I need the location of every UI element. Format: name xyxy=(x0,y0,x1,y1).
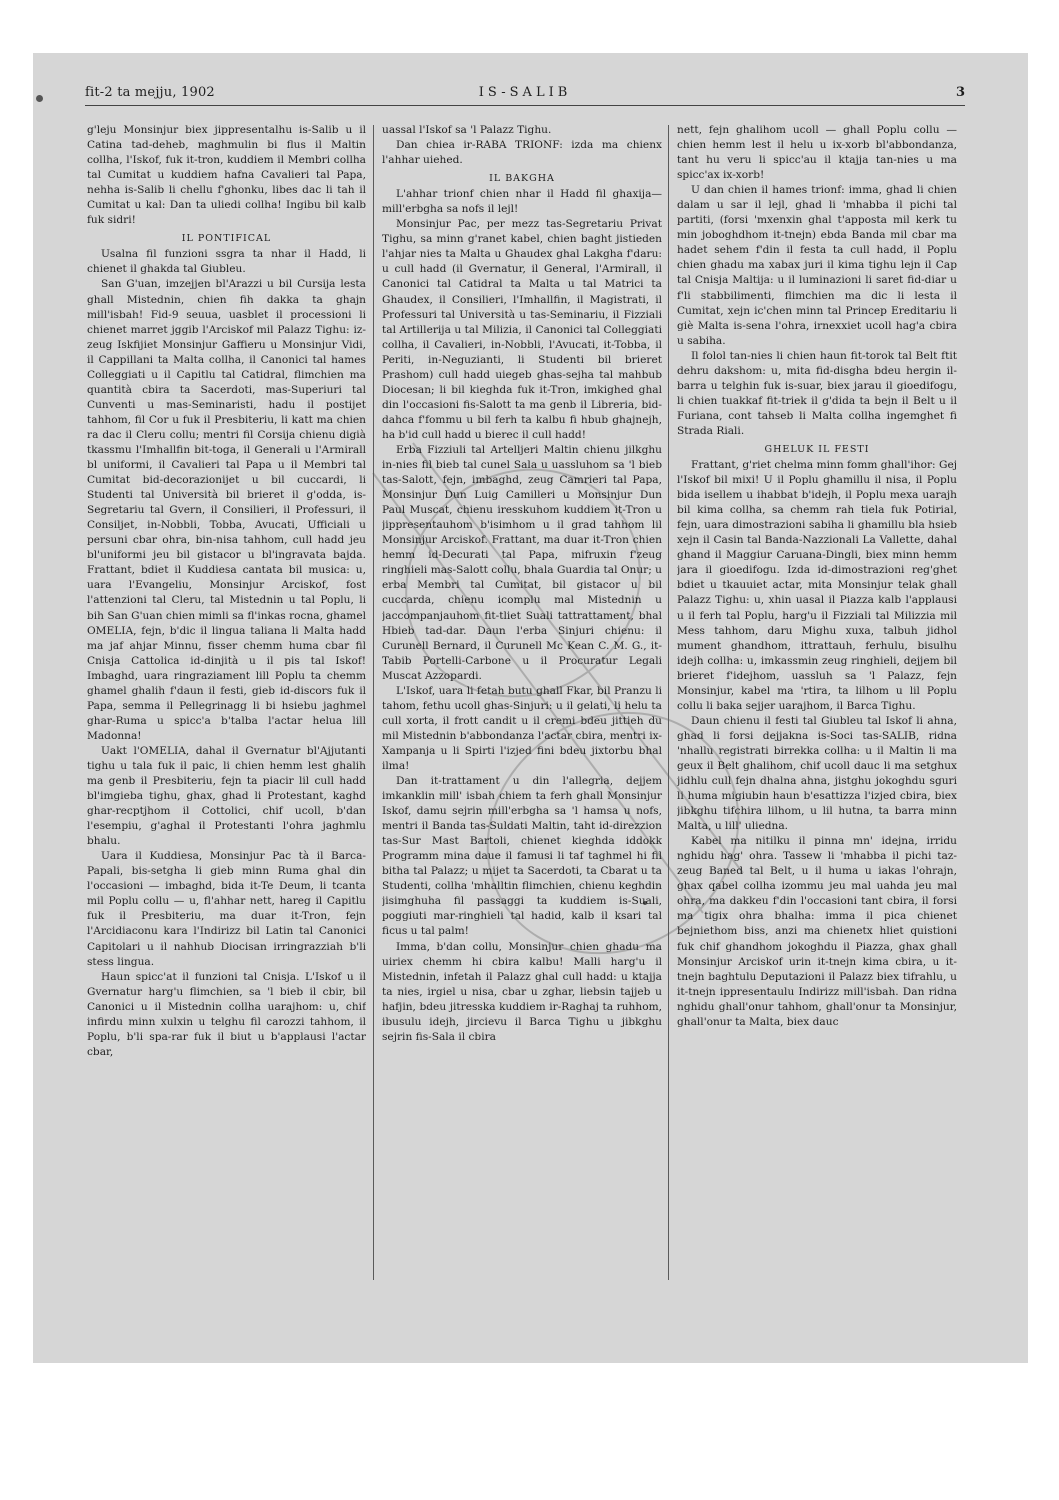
column-3 xyxy=(677,123,957,1283)
paragraph: Imma, b'dan collu, Monsinjur chien ghadu ma uiriex chemm hi cbira kalbu! Malli harg'u il Mistednin, infetah il Palazz ghal cull hadd: u ktajja ta nies, irgiel u nisa, cbar u zghar, liebsin tajjeb u hafjin, bdeu jitresska kuddiem ir-Raghaj ta ruhhom, ibusulu idejh, jircievu il Barca Tighu u jibkghu sejrin fis-Sala il cbira xyxy=(382,940,662,1043)
paragraph: L'ahhar trionf chien nhar il Hadd fil ghaxija— mill'erbgha sa nofs il lejl! xyxy=(382,188,662,216)
paragraph: Dan chiea ir-RABA TRIONF: izda ma chienx l'ahhar uiehed. xyxy=(382,139,662,167)
ink-spot xyxy=(36,95,43,102)
header-divider xyxy=(85,105,965,106)
paragraph: San G'uan, imzejjen bl'Arazzi u bil Cursija lesta ghall Mistednin, chien fih dakka ta ghajn mill'isbah! Fid-9 seuua, uasblet il processioni li chienet marret jggib l'Arciskof mil Palazz Tighu: iz-zeug Iskfijiet Monsinjur Gaffieru u Monsinjur Vidi, il Cappillani ta Malta collha, il Canonici tal hames Colleggiati u il Capitlu tal Catidral, flimchien ma quantità cbira ta Sacerdoti, mas-Superiuri tal Cunventi u mas-Seminaristi, hadu il postijet tahhom, fil Cor u fuk il Presbiteriu, li katt ma chien ra dac il Cleru collu; mentri fil Corsija chienu digià tkassmu l'Imhallfin bit-toga, il Generali u l'Armirall bl uniformi, il Cavalieri tal Papa u il Membri tal Cumitat bid-decorazionijet u bil cuccardi, li Studenti tal Università bil brieret il g'odda, is-Segretariu tal Gvern, il Consilieri, il Professuri, il Consiljet, in-Nobbli, Tobba, Avucati, Ufficiali u persuni cbar ohra, bin-nisa tahhom, cull hadd jeu bl'uniformi jeu bil gistacor u bl'ingravata bajda. Frattant, bdiet il Kuddiesa cantata bil musica: u, uara l'Evangeliu, Monsinjur Arciskof, fost l'attenzioni tal Cleru, tal Mistednin u tal Poplu, li bih San G'uan chien mimli sa fl'inkas rocna, ghamel OMELIA, fejn, b'dic il lingua taliana li Malta hadd ma jaf ahjar Minnu, fisser chemm huma cbar fil Cnisja Cattolica id-dinjità u il pis tal Iskof! Imbaghd, uara ringraziament lill Poplu ta chemm ghamel ghalih f'daun il festi, gieb id-discors fuk il Papa, semma il Pellegrinagg li bi hsiebu jaghmel ghar-Ruma u spicc'a b'talba l'actar helua lill Madonna! xyxy=(87,278,366,742)
paragraph: U dan chien il hames trionf: imma, ghad li chien dalam u sar il lejl, ghad li 'mhabba il pichi tal partiti, (forsi 'mxenxin ghal t'apposta mil kerk tu min joboghdhom it-tnejn) ebda Banda mil cbar ma hadet sehem f'din il festa ta cull hadd, il Poplu chien ghadu ma xabax juri il kima tighu lejn il Cap tal Cnisja Maltija: u il luminazioni li saret fid-diar u f'li stabbilimenti, flimchien ma dic li lesta il Cumitat, xejn ic'chen minn tal Princep Ereditariu li giè Malta is-sena l'ohra, irnexxiet ucoll hag'a cbira u sabiha. xyxy=(677,184,957,347)
column-2 xyxy=(382,123,662,1283)
paragraph: Uara il Kuddiesa, Monsinjur Pac tà il Barca-Papali, bis-setgha li gieb minn Ruma ghal din l'occasioni — imbaghd, bida it-Te Deum, li tcanta mil Poplu collu — u, fl'ahhar nett, hareg il Capitlu fuk il Presbiteriu, ma duar it-Tron, fejn l'Arcidiaconu kara l'Indirizz bil Latin tal Canonici Capitolari u il nahhub Diocisan irringrazziah b'li stess lingua. xyxy=(87,850,366,968)
page-number: 3 xyxy=(955,85,965,100)
paragraph: nett, fejn ghalihom ucoll — ghall Poplu collu — chien hemm lest il helu u ix-xorb bl'abbondanza, tant hu veru li spicc'au il ktajja tan-nies u ma spicc'ax ix-xorb! xyxy=(677,124,957,182)
section-heading: GHELUK IL FESTI xyxy=(764,443,870,455)
paragraph: Kabel ma nitilku il pinna mn' idejna, irridu nghidu hag' ohra. Tassew li 'mhabba il pichi taz-zeug Baned tal Belt, u il huma u iakas l'ohrajn, ghax qabel collha izommu jeu mal uahda jeu mal ohra, ma dakkeu f'din l'occasioni tant cbira, il forsi ma tigix ohra bhalha: imma il pica chienet bejniethom biss, anzi ma chienetx hliet quistioni fuk chif ghandhom jokoghdu il Piazza, ghax ghall Monsinjur Arciskof urin it-tnejn kima cbira, u it-tnejn baghtulu Deputazioni il Palazz biex tifrahlu, u it-tnejn ippresentaulu Indirizz mill'isbah. Dan ridna nghidu ghall'onur tahhom, ghall'onur ta Monsinjur, ghall'onur ta Malta, biex dauc xyxy=(677,835,957,1028)
paragraph: Monsinjur Pac, per mezz tas-Segretariu Privat Tighu, sa minn g'ranet kabel, chien baght jistieden l'ahjar nies ta Malta u Ghaudex ghal Lakgha f'daru: u cull hadd (il Gvernatur, il General, l'Armirall, il Canonici tal Catidral ta Malta u tal Matrici ta Ghaudex, il Consilieri, l'Imhallfin, il Magistrati, il Professuri tal Università u tas-Seminariu, il Fizziali tal Artillerija u tal Milizia, il Canonici tal Colleggiati collha, il Cavalieri, in-Nobbli, l'Avucati, it-Tobba, il Periti, in-Neguzianti, li Studenti bil brieret Prashom) cull hadd uiegeb ghas-sejha tal mahbub Diocesan; li bil kieghda fuk it-Tron, imkighed ghal din l'occasioni fis-Salott ta ma genb il Libreria, bid-dahca f'fommu u bil ferh ta kalbu fi hbub ghajnejh, ha b'id cull hadd u bierec il cull hadd! xyxy=(382,218,662,441)
paragraph: Il folol tan-nies li chien haun fit-torok tal Belt ftit dehru dakshom: u, mita fid-disgha bdeu hergin il-barra u telghin fuk is-suar, biex jarau il gioedifogu, li chien tuakkaf fit-triek il g'dida ta bejn il Belt u il Furiana, cont tahseb li Malta collha ingemghet fi Strada Riali. xyxy=(677,349,957,437)
column-1 xyxy=(87,123,366,1283)
paragraph: Erba Fizziuli tal Artelljeri Maltin chienu jilkghu in-nies fil bieb tal cunel Sala u uassluhom sa 'l bieb tas-Salott, fejn, imbaghd, zeug Camrieri tal Papa, Monsinjur Dun Luig Camilleri u Monsinjur Dun Paul Muscat, chienu iresskuhom kuddiem it-Tron u jippresentauhom b'isimhom u il grad tahhom lil Monsinjur Arciskof. Frattant, ma duar it-Tron chien hemm id-Decurati tal Papa, mifruxin f'zeug ringhieli mas-Salott collu, bhala Guardia tal Onur; u erba Membri tal Cumitat, bil gistacor u bil cuccarda, chienu icomplu mal Mistednin u jaccompanjauhom fit-tliet Suali tattrattament, bhal Hbieb tad-dar. Daun l'erba Sinjuri chienu: il Curunell Bernard, il Curunell Mc Kean C. M. G., it-Tabib Portelli-Carbone u il Procuratur Legali Muscat Azzopardi. xyxy=(382,443,662,682)
paragraph: Daun chienu il festi tal Giubleu tal Iskof li ahna, ghad li forsi dejjakna is-Soci tas-SALIB, ridna 'nhallu registrati birrekka collha: u il Maltin li ma geux il Belt ghalihom, chif ucoll dauc li ma setghux jidhlu cull fejn dhalna ahna, jistghu jokoghdu sguri li huma migiubin haun b'esattizza l'izjed cbira, biex jibkghu tifchira lilhom, u lil hutna, ta barra minn Malta, u lill' uliedna. xyxy=(677,714,957,833)
paragraph: Haun spicc'at il funzioni tal Cnisja. L'Iskof u il Gvernatur harg'u flimchien, sa 'l bieb il cbir, bil Canonici u il Mistednin collha uarajhom: u, chif infirdu minn xulxin u telghu fil carozzi tahhom, il Poplu, b'li spa-rar fuk il biut u b'applausi l'actar cbar, xyxy=(87,970,366,1058)
paragraph: Frattant, g'riet chelma minn fomm ghall'ihor: Gej l'Iskof bil mixi! U il Poplu ghamillu il nisa, il Poplu bida isellem u ihabbat b'idejh, il Poplu mexa uarajh bil kima collha, sa chemm rah tiela fuk Potirial, fejn, uara dimostrazioni sabiha li ghamillu bla hsieb xejn il Casin tal Banda-Nazzionali La Vallette, dahal ghand il Maggiur Caruana-Dingli, biex minn hemm jara il gioedifogu. Izda id-dimostrazioni reg'ghet bdiet u tkauuiet actar, mita Monsinjur telak ghall Palazz Tighu: u, xhin uasal il Piazza kalb l'applausi u il ferh tal Poplu, harg'u il Fizziali tal Milizzia mil Mess tahhom, daru Mighu xuxa, talbuh jidhol mument ghandhom, ittrattauh, ferhulu, bisulhu idejh collha: u, imkassmin zeug ringhieli, dejjem bil brieret f'idejhom, uassluh sa 'l Palazz, fejn Monsinjur, kabel ma 'rtira, ta lilhom u lil Poplu collu li baka sejjer uarajhom, il Barca Tighu. xyxy=(677,459,957,712)
section-heading: IL PONTIFICAL xyxy=(181,233,272,245)
paragraph: L'Iskof, uara li fetah butu ghall Fkar, bil Pranzu li tahom, fethu ucoll ghas-Sinjuri: u il gelati, li helu ta cull xorta, il frott candit u il cremi bdeu jittieh du mil Mistednin b'abbondanza l'actar cbira, mentri ix-Xampanja u li Spirti l'izjed fini bdeu jixtorbu bhal ilma! xyxy=(382,684,662,772)
issue-date: fit-2 ta mejju, 1902 xyxy=(85,85,215,100)
page-header xyxy=(85,85,965,111)
paragraph: Uakt l'OMELIA, dahal il Gvernatur bl'Ajjutanti tighu u tala fuk il paic, li chien hemm lest ghalih ma genb il Presbiteriu, fejn ta piacir lil cull hadd bl'imgieba tighu, ghax, ghad li Protestant, kaghd ghar-recptjhom il Cottolici, chif ucoll, b'dan l'esempiu, g'aghal il Protestanti l'ohra jaghmlu bhalu. xyxy=(87,744,366,848)
paragraph: Dan it-trattament u din l'allegria, dejjem imkanklin mill' isbah chiem ta ferh ghall Monsinjur Iskof, damu sejrin mill'erbgha sa 'l hamsa u nofs, mentri il Banda tas-Suldati Maltin, taht id-direzzion tas-Sur Mast Bartoli, chienet kieghda iddokk Programm mina daue il famusi li taf taghmel hi fil bitha tal Palazz; u mijet ta Sacerdoti, ta Cbarat u ta Studenti, collha 'mhalltin flimchien, chienu keghdin jisimghuha fil passaggi ta kuddiem is-Suali, poggiuti mar-ringhieli tal hadid, kalb il ksari tal ficus u tal palm! xyxy=(382,775,662,938)
newspaper-title: IS-SALIB xyxy=(478,85,572,100)
paragraph: Usalna fil funzioni ssgra ta nhar il Hadd, li chienet il ghakda tal Giubleu. xyxy=(87,248,366,276)
paragraph: g'leju Monsinjur biex jippresentalhu is-Salib u il Catina tad-deheb, maghmulin bi flus il Maltin collha, l'Iskof, fuk it-tron, kuddiem il Membri collha tal Cumitat u kuddiem hafna Cavalieri tal Papa, nehha is-Salib li chellu f'ghonku, libes dac li tah il Cumitat u kal: Dan ta uliedi collha! Ingibu bil kalb fuk sidri! xyxy=(87,124,366,227)
paragraph: uassal l'Iskof sa 'l Palazz Tighu. xyxy=(382,124,552,136)
column-divider xyxy=(668,125,669,1280)
section-heading: IL BAKGHA xyxy=(489,173,555,185)
column-divider xyxy=(373,125,374,1280)
